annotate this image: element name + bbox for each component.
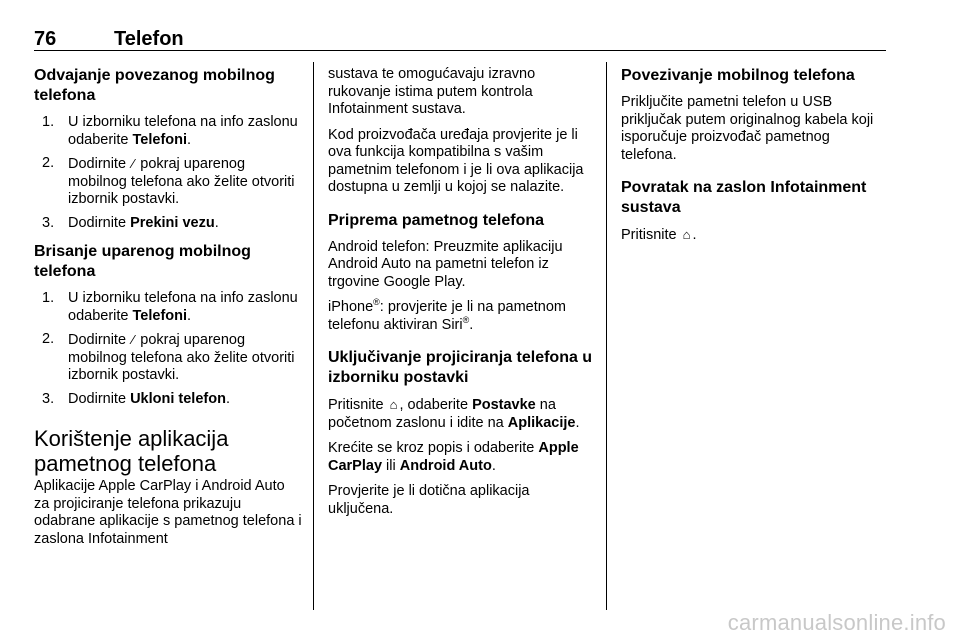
step: 2. Dodirnite ∕ pokraj uparenog mobilnog telefona ako želite otvoriti izbornik postavki. [42,155,295,207]
pencil-icon: ∕ [132,332,135,347]
section-heading-disconnect: Odvajanje povezanog mobilnog telefona [34,67,275,104]
paragraph: Aplikacije Apple CarPlay i Android Auto za projiciranje telefona prikazuju odabrane aplikacije s pametnog telefona i zaslona Infotainment [34,478,302,547]
steps-disconnect [34,114,304,232]
paragraph: Kod proizvođača uređaja provjerite je li ova funkcija kompatibilna s vašim pametnim telefonom i je li ova aplikacija dostupna u zemlji u kojoj se nalazite. [328,126,584,195]
header-rule [34,50,886,51]
paragraph: sustava te omogućavaju izravno rukovanje istima putem kontrola Infotainment sustava. [328,66,536,117]
column-divider [313,62,314,610]
page-number: 76 [34,28,57,50]
watermark: carmanualsonline.info [727,610,946,635]
paragraph: iPhone®: provjerite je li na pametnom telefonu aktiviran Siri®. [328,297,566,333]
paragraph: Pritisnite ⌂ , odaberite Postavke na početnom zaslonu i idite na Aplikacije. [328,397,580,431]
main-section-heading: Korištenje aplikacija pametnog telefona [34,426,229,476]
paragraph: Provjerite je li dotična aplikacija uključena. [328,483,530,517]
paragraph: Krećite se kroz popis i odaberite Apple CarPlay ili Android Auto. [328,440,579,474]
step: 3. Dodirnite Ukloni telefon. [42,390,230,407]
home-icon: ⌂ [389,397,398,412]
pencil-icon: ∕ [132,156,135,171]
step: 2. Dodirnite ∕ pokraj uparenog mobilnog telefona ako želite otvoriti izbornik postavki. [42,331,295,383]
column-2 [328,66,594,526]
steps-delete [34,290,304,408]
column-1 [34,66,304,556]
home-icon: ⌂ [682,227,691,242]
paragraph: Android telefon: Preuzmite aplikaciju Android Auto na pametni telefon iz trgovine Google Play. [328,238,563,290]
column-3 [621,66,887,253]
section-heading-connect: Povezivanje mobilnog telefona [621,67,855,84]
page-header [34,28,886,50]
section-heading-enable-projection: Uključivanje projiciranja telefona u izborniku postavki [328,349,593,386]
column-divider [606,62,607,610]
paragraph: Pritisnite ⌂ . [621,227,697,243]
chapter-title: Telefon [114,28,184,50]
section-heading-prepare: Priprema pametnog telefona [328,211,545,229]
paragraph: Priključite pametni telefon u USB priključak putem originalnog kabela koji isporučuje proizvođač pametnog telefona. [621,94,874,163]
step: 3. Dodirnite Prekini vezu. [42,214,219,231]
step: 1. U izborniku telefona na info zaslonu odaberite Telefoni. [42,114,298,148]
step: 1. U izborniku telefona na info zaslonu odaberite Telefoni. [42,290,298,324]
section-heading-return: Povratak na zaslon Infotainment sustava [621,179,867,216]
section-heading-delete: Brisanje uparenog mobilnog telefona [34,243,251,280]
